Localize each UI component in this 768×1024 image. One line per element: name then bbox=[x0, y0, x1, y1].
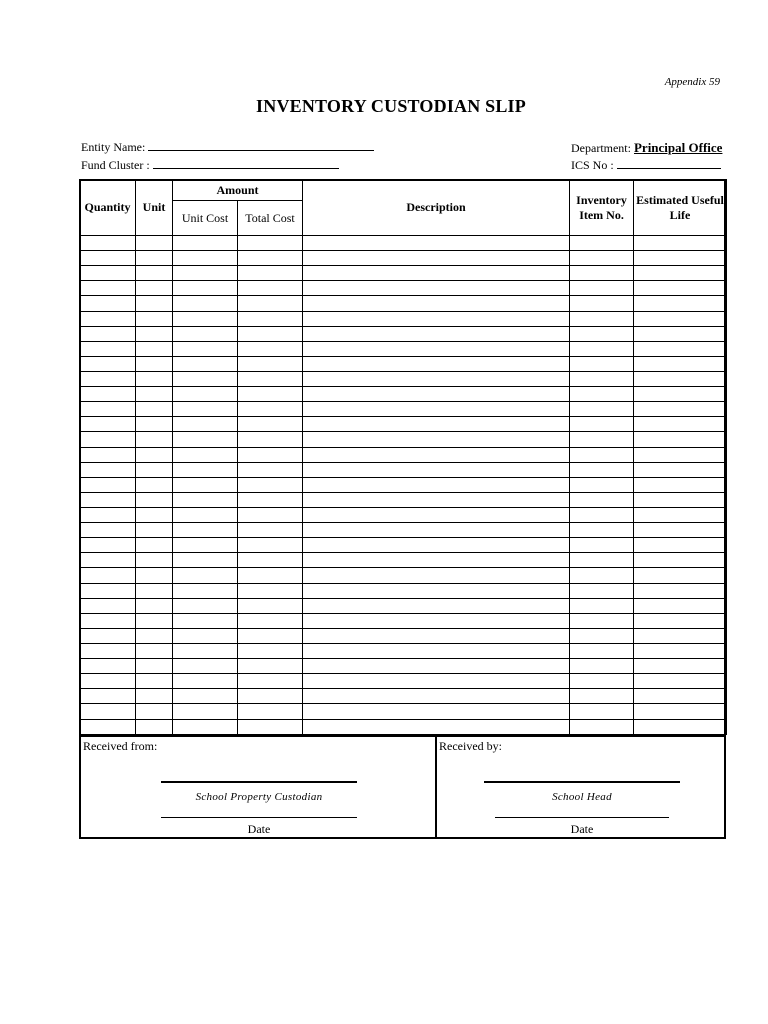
signature-section bbox=[79, 735, 726, 839]
form-title: INVENTORY CUSTODIAN SLIP bbox=[256, 96, 526, 116]
department-value[interactable]: Principal Office bbox=[633, 140, 723, 155]
custodian-signature-line[interactable] bbox=[161, 781, 357, 783]
signature-divider bbox=[435, 737, 437, 837]
department-label: Department: bbox=[571, 141, 631, 155]
col-total-cost: Total Cost bbox=[238, 201, 303, 236]
entity-name-row bbox=[81, 140, 374, 155]
ics-number-field[interactable] bbox=[617, 158, 721, 169]
ics-number-row bbox=[571, 158, 721, 173]
col-amount: Amount bbox=[173, 180, 303, 201]
custodian-caption: School Property Custodian bbox=[195, 791, 323, 803]
received-by-label: Received by: bbox=[439, 739, 502, 753]
school-head-date-label: Date bbox=[570, 822, 594, 836]
col-description: Description bbox=[303, 180, 570, 236]
fund-cluster-row bbox=[81, 158, 339, 173]
received-from-label: Received from: bbox=[83, 739, 158, 753]
department-row bbox=[571, 140, 722, 156]
ics-number-label: ICS No : bbox=[571, 158, 614, 172]
appendix-number: Appendix 59 bbox=[664, 76, 720, 88]
fund-cluster-label: Fund Cluster : bbox=[81, 158, 150, 172]
school-head-caption: School Head bbox=[552, 791, 612, 803]
school-head-signature-line[interactable] bbox=[484, 781, 680, 783]
col-inventory-item-no: Inventory Item No. bbox=[570, 180, 634, 236]
school-head-date-line[interactable] bbox=[495, 817, 669, 818]
col-unit: Unit bbox=[136, 180, 173, 236]
entity-name-label: Entity Name: bbox=[81, 140, 146, 154]
fund-cluster-field[interactable] bbox=[153, 158, 339, 169]
entity-name-field[interactable] bbox=[148, 140, 374, 151]
custodian-date-label: Date bbox=[247, 822, 271, 836]
col-unit-cost: Unit Cost bbox=[173, 201, 238, 236]
col-quantity: Quantity bbox=[80, 180, 136, 236]
custodian-date-line[interactable] bbox=[161, 817, 357, 818]
col-estimated-useful-life: Estimated Useful Life bbox=[634, 180, 727, 236]
